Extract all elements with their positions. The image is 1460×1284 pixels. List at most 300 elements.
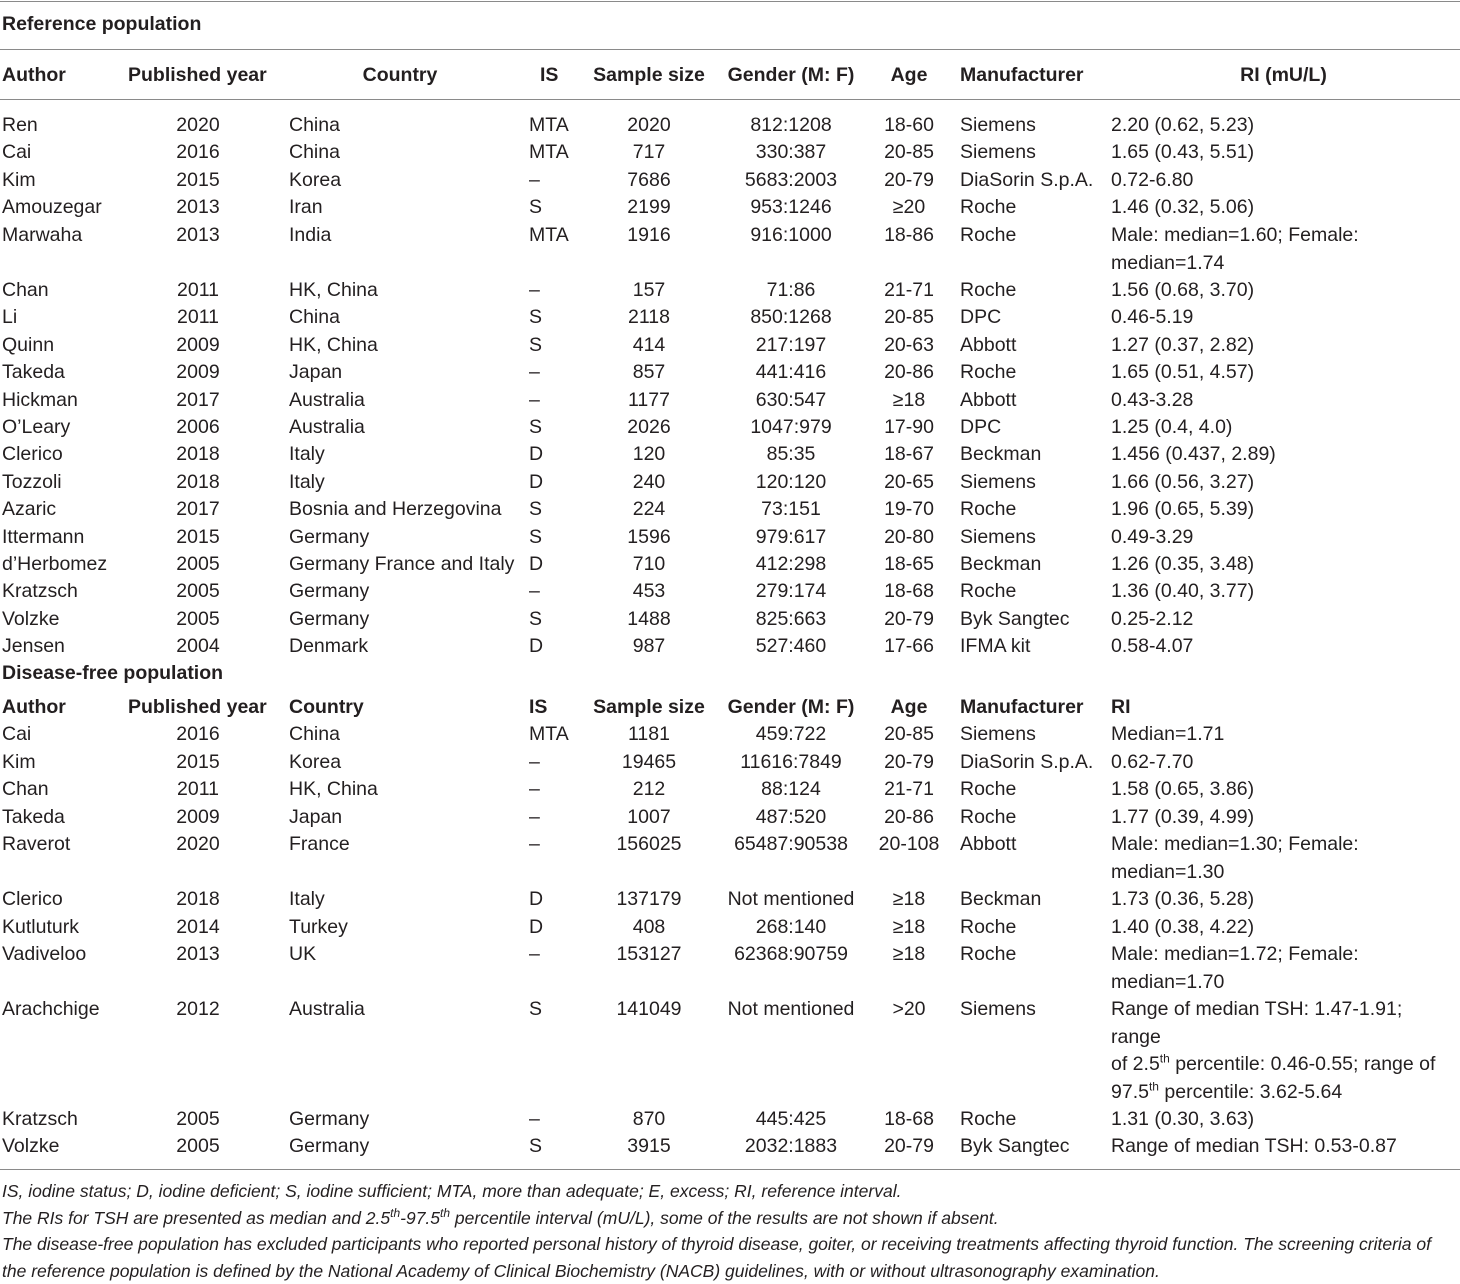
cell-country: Turkey xyxy=(289,916,348,938)
cell-author: Ren xyxy=(2,114,38,136)
cell-country: Italy xyxy=(289,888,325,910)
cell-gender: 279:174 xyxy=(755,580,827,602)
cell-year: 2018 xyxy=(176,443,220,465)
table-row xyxy=(0,606,1460,634)
cell-ri: Range of median TSH: 0.53-0.87 xyxy=(1111,1135,1397,1157)
cell-ri: 0.25-2.12 xyxy=(1111,608,1194,630)
cell-author: Li xyxy=(2,306,18,328)
cell-gender: Not mentioned xyxy=(727,998,855,1020)
cell-author: Kutluturk xyxy=(2,916,79,938)
cell-country: Denmark xyxy=(289,635,369,657)
cell-ri: 1.65 (0.43, 5.51) xyxy=(1111,141,1255,163)
cell-manufacturer: Siemens xyxy=(960,114,1036,136)
table-row xyxy=(0,359,1460,387)
cell-year: 2015 xyxy=(176,526,220,548)
table-row xyxy=(0,414,1460,442)
table-row xyxy=(0,441,1460,469)
cell-country: China xyxy=(289,723,340,745)
cell-manufacturer: Siemens xyxy=(960,471,1036,493)
cell-sample-size: 224 xyxy=(632,498,666,520)
cell-is: S xyxy=(529,416,543,438)
cell-is: D xyxy=(529,916,544,938)
cell-sample-size: 710 xyxy=(632,553,666,575)
cell-country: France xyxy=(289,833,350,855)
cell-gender: 65487:90538 xyxy=(734,833,848,855)
cell-year: 2012 xyxy=(176,998,220,1020)
cell-is: S xyxy=(529,526,543,548)
cell-age: 18-60 xyxy=(884,114,934,136)
cell-gender: 979:617 xyxy=(755,526,827,548)
cell-gender: 630:547 xyxy=(755,389,827,411)
cell-ri: 1.46 (0.32, 5.06) xyxy=(1111,196,1255,218)
cell-sample-size: 1181 xyxy=(628,723,670,745)
cell-country: Iran xyxy=(289,196,323,218)
cell-age: 18-68 xyxy=(884,580,934,602)
footnote-population-criteria: The disease-free population has excluded participants who reported personal history of thyroid disease, goiter, or receiving treatments affecting thyroid function. The screening criteria of the reference population is defined by the National Academy of Clinical Biochemistry (NACB) guidelines, with or without ultrasonography examination. xyxy=(2,1234,1431,1281)
table-row xyxy=(0,469,1460,497)
cell-gender: 2032:1883 xyxy=(744,1135,838,1157)
cell-is: S xyxy=(529,306,543,328)
cell-is: MTA xyxy=(529,723,569,745)
cell-is: – xyxy=(529,169,540,191)
cell-sample-size: 240 xyxy=(632,471,666,493)
cell-gender: 825:663 xyxy=(755,608,827,630)
header-age: Age xyxy=(890,64,928,86)
cell-year: 2015 xyxy=(176,169,220,191)
table-row xyxy=(0,222,1460,274)
table-row xyxy=(0,886,1460,914)
cell-country: HK, China xyxy=(289,279,378,301)
cell-author: Chan xyxy=(2,778,49,800)
table-row xyxy=(0,914,1460,942)
cell-year: 2009 xyxy=(176,361,220,383)
cell-manufacturer: IFMA kit xyxy=(960,635,1031,657)
cell-year: 2016 xyxy=(176,141,220,163)
cell-is: – xyxy=(529,778,540,800)
cell-ri: Male: median=1.72; Female: median=1.70 xyxy=(1111,943,1359,993)
cell-country: Italy xyxy=(289,443,325,465)
header-ri: RI xyxy=(1111,696,1131,718)
header-manufacturer: Manufacturer xyxy=(960,696,1084,718)
cell-gender: Not mentioned xyxy=(727,888,855,910)
rule-under-header xyxy=(0,99,1460,100)
cell-manufacturer: Byk Sangtec xyxy=(960,608,1070,630)
cell-author: Kim xyxy=(2,751,36,773)
cell-ri: 0.43-3.28 xyxy=(1111,389,1194,411)
cell-sample-size: 157 xyxy=(632,279,666,301)
header-gender: Gender (M: F) xyxy=(727,64,855,86)
cell-is: D xyxy=(529,443,544,465)
cell-sample-size: 1488 xyxy=(627,608,671,630)
cell-year: 2006 xyxy=(176,416,220,438)
cell-country: Australia xyxy=(289,998,365,1020)
cell-author: Chan xyxy=(2,279,49,301)
cell-gender: 11616:7849 xyxy=(740,751,842,773)
cell-country: Italy xyxy=(289,471,325,493)
cell-year: 2011 xyxy=(177,778,219,800)
cell-country: Japan xyxy=(289,361,343,383)
cell-gender: 268:140 xyxy=(755,916,827,938)
cell-manufacturer: Beckman xyxy=(960,888,1042,910)
cell-age: >20 xyxy=(892,998,926,1020)
cell-sample-size: 870 xyxy=(632,1108,666,1130)
cell-author: Kim xyxy=(2,169,36,191)
cell-manufacturer: Siemens xyxy=(960,723,1036,745)
cell-ri: 1.77 (0.39, 4.99) xyxy=(1111,806,1255,828)
table-row xyxy=(0,721,1460,749)
cell-country: India xyxy=(289,224,332,246)
cell-manufacturer: Beckman xyxy=(960,443,1042,465)
cell-year: 2005 xyxy=(176,608,220,630)
cell-author: Tozzoli xyxy=(2,471,62,493)
cell-ri: 1.65 (0.51, 4.57) xyxy=(1111,361,1255,383)
cell-age: 20-108 xyxy=(878,833,940,855)
cell-author: Marwaha xyxy=(2,224,83,246)
table-header-disease-free xyxy=(0,694,1460,722)
cell-author: Volzke xyxy=(2,1135,60,1157)
cell-sample-size: 1916 xyxy=(627,224,671,246)
footnote-abbreviations: IS, iodine status; D, iodine deficient; S, iodine sufficient; MTA, more than adequate; E, excess; RI, reference interval. xyxy=(2,1181,902,1201)
cell-country: Australia xyxy=(289,389,365,411)
cell-age: 20-85 xyxy=(884,723,934,745)
cell-manufacturer: Siemens xyxy=(960,141,1036,163)
cell-age: 20-86 xyxy=(884,806,934,828)
cell-manufacturer: Siemens xyxy=(960,526,1036,548)
cell-country: UK xyxy=(289,943,317,965)
cell-age: 20-79 xyxy=(884,169,934,191)
cell-country: Korea xyxy=(289,751,342,773)
cell-age: 18-67 xyxy=(884,443,934,465)
cell-ri: 1.25 (0.4, 4.0) xyxy=(1111,416,1233,438)
cell-author: Kratzsch xyxy=(2,1108,78,1130)
cell-manufacturer: Siemens xyxy=(960,998,1036,1020)
cell-manufacturer: Roche xyxy=(960,224,1017,246)
header-country: Country xyxy=(289,696,364,718)
cell-author: d’Herbomez xyxy=(2,553,108,575)
cell-age: 18-68 xyxy=(884,1108,934,1130)
table-row xyxy=(0,524,1460,552)
cell-age: 20-85 xyxy=(884,306,934,328)
cell-ri: 1.96 (0.65, 5.39) xyxy=(1111,498,1255,520)
cell-is: S xyxy=(529,998,543,1020)
cell-ri: 1.66 (0.56, 3.27) xyxy=(1111,471,1255,493)
cell-author: Arachchige xyxy=(2,998,100,1020)
cell-is: – xyxy=(529,943,540,965)
cell-year: 2013 xyxy=(176,943,220,965)
cell-age: 17-66 xyxy=(884,635,934,657)
cell-ri: 1.56 (0.68, 3.70) xyxy=(1111,279,1255,301)
cell-author: Clerico xyxy=(2,443,63,465)
header-author: Author xyxy=(2,64,66,86)
cell-sample-size: 2020 xyxy=(627,114,671,136)
cell-manufacturer: DiaSorin S.p.A. xyxy=(960,751,1094,773)
cell-sample-size: 7686 xyxy=(627,169,671,191)
cell-country: HK, China xyxy=(289,334,378,356)
cell-sample-size: 153127 xyxy=(616,943,682,965)
cell-ri: 1.456 (0.437, 2.89) xyxy=(1111,443,1276,465)
cell-year: 2009 xyxy=(176,806,220,828)
cell-age: 20-80 xyxy=(884,526,934,548)
cell-gender: 487:520 xyxy=(755,806,827,828)
cell-sample-size: 414 xyxy=(632,334,666,356)
cell-manufacturer: Roche xyxy=(960,806,1017,828)
cell-age: 20-79 xyxy=(884,1135,934,1157)
cell-manufacturer: Abbott xyxy=(960,833,1017,855)
table-row xyxy=(0,167,1460,195)
cell-country: Australia xyxy=(289,416,365,438)
header-sample-size: Sample size xyxy=(593,64,705,86)
table-row xyxy=(0,194,1460,222)
cell-ri: 1.27 (0.37, 2.82) xyxy=(1111,334,1255,356)
cell-manufacturer: Roche xyxy=(960,498,1017,520)
cell-country: Germany xyxy=(289,1108,370,1130)
cell-gender: 445:425 xyxy=(755,1108,827,1130)
cell-author: Azaric xyxy=(2,498,57,520)
cell-country: China xyxy=(289,141,340,163)
cell-ri: 1.26 (0.35, 3.48) xyxy=(1111,553,1255,575)
cell-country: China xyxy=(289,114,340,136)
cell-ri: 1.58 (0.65, 3.86) xyxy=(1111,778,1255,800)
cell-country: Germany xyxy=(289,1135,370,1157)
cell-year: 2005 xyxy=(176,580,220,602)
cell-ri: 0.49-3.29 xyxy=(1111,526,1194,548)
cell-sample-size: 2118 xyxy=(628,306,670,328)
header-year: Published year xyxy=(128,64,267,86)
cell-gender: 916:1000 xyxy=(750,224,832,246)
cell-author: Kratzsch xyxy=(2,580,78,602)
cell-age: 19-70 xyxy=(884,498,934,520)
header-ri: RI (mU/L) xyxy=(1240,64,1327,86)
cell-author: Hickman xyxy=(2,389,78,411)
cell-age: 17-90 xyxy=(884,416,934,438)
table-row xyxy=(0,1106,1460,1134)
cell-country: Germany xyxy=(289,580,370,602)
cell-sample-size: 408 xyxy=(632,916,666,938)
cell-sample-size: 717 xyxy=(632,141,666,163)
table-row xyxy=(0,551,1460,579)
cell-sample-size: 3915 xyxy=(627,1135,671,1157)
header-author: Author xyxy=(2,696,66,718)
header-sample-size: Sample size xyxy=(593,696,705,718)
cell-age: 20-63 xyxy=(884,334,934,356)
cell-is: D xyxy=(529,553,544,575)
cell-is: – xyxy=(529,279,540,301)
table-row xyxy=(0,304,1460,332)
cell-year: 2013 xyxy=(176,196,220,218)
cell-age: 18-65 xyxy=(884,553,934,575)
cell-age: 20-86 xyxy=(884,361,934,383)
cell-is: MTA xyxy=(529,114,569,136)
cell-ri: 1.73 (0.36, 5.28) xyxy=(1111,888,1255,910)
cell-sample-size: 857 xyxy=(632,361,666,383)
cell-sample-size: 120 xyxy=(632,443,666,465)
cell-ri: 1.31 (0.30, 3.63) xyxy=(1111,1108,1255,1130)
section-title-disease-free: Disease-free population xyxy=(2,662,224,684)
table-row xyxy=(0,139,1460,167)
cell-manufacturer: Roche xyxy=(960,1108,1017,1130)
cell-sample-size: 212 xyxy=(632,778,666,800)
cell-is: S xyxy=(529,498,543,520)
cell-manufacturer: Abbott xyxy=(960,334,1017,356)
cell-ri: Range of median TSH: 1.47-1.91; range of 2.5th percentile: 0.46-0.55; range of 97.5th percentile: 3.62-5.64 xyxy=(1111,998,1436,1103)
cell-country: Germany France and Italy xyxy=(289,553,515,575)
cell-is: D xyxy=(529,471,544,493)
cell-sample-size: 2199 xyxy=(627,196,671,218)
table-row xyxy=(0,332,1460,360)
rule-under-title xyxy=(0,49,1460,50)
cell-age: 20-65 xyxy=(884,471,934,493)
cell-gender: 459:722 xyxy=(755,723,827,745)
cell-year: 2020 xyxy=(176,114,220,136)
cell-sample-size: 1007 xyxy=(627,806,671,828)
cell-ri: 1.40 (0.38, 4.22) xyxy=(1111,916,1255,938)
cell-sample-size: 137179 xyxy=(616,888,682,910)
cell-country: Bosnia and Herzegovina xyxy=(289,498,502,520)
footnotes xyxy=(2,1178,1457,1284)
cell-country: Japan xyxy=(289,806,343,828)
cell-gender: 412:298 xyxy=(755,553,827,575)
footnote-ri-format: The RIs for TSH are presented as median and 2.5th-97.5th percentile interval (mU/L), some of the results are not shown if absent. xyxy=(2,1205,999,1228)
table-row xyxy=(0,749,1460,777)
table-row xyxy=(0,496,1460,524)
cell-author: Ittermann xyxy=(2,526,85,548)
cell-age: 18-86 xyxy=(884,224,934,246)
cell-is: S xyxy=(529,608,543,630)
cell-gender: 62368:90759 xyxy=(734,943,848,965)
cell-country: Germany xyxy=(289,608,370,630)
cell-manufacturer: Roche xyxy=(960,943,1017,965)
cell-is: – xyxy=(529,751,540,773)
cell-is: D xyxy=(529,635,544,657)
cell-gender: 527:460 xyxy=(755,635,827,657)
table-row xyxy=(0,277,1460,305)
cell-age: 21-71 xyxy=(884,778,934,800)
table-row xyxy=(0,804,1460,832)
cell-is: – xyxy=(529,806,540,828)
cell-manufacturer: Abbott xyxy=(960,389,1017,411)
cell-age: 20-79 xyxy=(884,608,934,630)
cell-gender: 330:387 xyxy=(755,141,827,163)
header-age: Age xyxy=(890,696,928,718)
cell-age: ≥18 xyxy=(892,943,926,965)
table-row xyxy=(0,941,1460,993)
cell-gender: 850:1268 xyxy=(750,306,832,328)
cell-year: 2018 xyxy=(176,471,220,493)
cell-age: 20-79 xyxy=(884,751,934,773)
table-row xyxy=(0,831,1460,883)
cell-is: MTA xyxy=(529,141,569,163)
header-country: Country xyxy=(362,64,438,86)
cell-ri: 1.36 (0.40, 3.77) xyxy=(1111,580,1255,602)
cell-manufacturer: Roche xyxy=(960,916,1017,938)
cell-manufacturer: Roche xyxy=(960,279,1017,301)
cell-manufacturer: DPC xyxy=(960,416,1002,438)
top-rule xyxy=(0,1,1460,2)
cell-is: – xyxy=(529,361,540,383)
cell-author: Volzke xyxy=(2,608,60,630)
cell-sample-size: 1177 xyxy=(628,389,670,411)
cell-gender: 85:35 xyxy=(766,443,816,465)
header-gender: Gender (M: F) xyxy=(727,696,855,718)
cell-author: Takeda xyxy=(2,806,65,828)
cell-sample-size: 453 xyxy=(632,580,666,602)
cell-ri: 2.20 (0.62, 5.23) xyxy=(1111,114,1255,136)
cell-manufacturer: Byk Sangtec xyxy=(960,1135,1070,1157)
cell-year: 2013 xyxy=(176,224,220,246)
cell-gender: 1047:979 xyxy=(750,416,832,438)
header-manufacturer: Manufacturer xyxy=(960,64,1084,86)
cell-year: 2005 xyxy=(176,1135,220,1157)
cell-sample-size: 1596 xyxy=(627,526,671,548)
cell-is: S xyxy=(529,196,543,218)
cell-manufacturer: DPC xyxy=(960,306,1002,328)
cell-year: 2005 xyxy=(176,1108,220,1130)
cell-year: 2011 xyxy=(177,279,219,301)
table-row xyxy=(0,387,1460,415)
cell-is: S xyxy=(529,334,543,356)
cell-ri: Median=1.71 xyxy=(1111,723,1225,745)
cell-year: 2014 xyxy=(176,916,220,938)
cell-year: 2011 xyxy=(177,306,219,328)
header-is: IS xyxy=(529,696,548,718)
cell-age: ≥18 xyxy=(892,888,926,910)
cell-gender: 120:120 xyxy=(755,471,827,493)
cell-manufacturer: Roche xyxy=(960,778,1017,800)
cell-gender: 73:151 xyxy=(761,498,821,520)
cell-country: HK, China xyxy=(289,778,378,800)
header-is: IS xyxy=(540,64,559,86)
cell-author: Cai xyxy=(2,141,32,163)
cell-manufacturer: Roche xyxy=(960,580,1017,602)
cell-manufacturer: Roche xyxy=(960,196,1017,218)
cell-manufacturer: DiaSorin S.p.A. xyxy=(960,169,1094,191)
cell-gender: 88:124 xyxy=(761,778,821,800)
cell-ri: Male: median=1.30; Female: median=1.30 xyxy=(1111,833,1359,883)
cell-gender: 812:1208 xyxy=(750,114,832,136)
cell-is: S xyxy=(529,1135,543,1157)
cell-is: MTA xyxy=(529,224,569,246)
section-title-reference: Reference population xyxy=(2,13,202,35)
cell-author: Clerico xyxy=(2,888,63,910)
table-row xyxy=(0,1133,1460,1161)
cell-author: Amouzegar xyxy=(2,196,102,218)
cell-gender: 5683:2003 xyxy=(744,169,838,191)
cell-author: Takeda xyxy=(2,361,65,383)
cell-age: 20-85 xyxy=(884,141,934,163)
cell-author: Jensen xyxy=(2,635,65,657)
cell-author: Quinn xyxy=(2,334,55,356)
cell-year: 2015 xyxy=(176,751,220,773)
cell-year: 2017 xyxy=(176,389,220,411)
cell-ri: Male: median=1.60; Female: median=1.74 xyxy=(1111,224,1359,274)
cell-age: 21-71 xyxy=(884,279,934,301)
cell-year: 2016 xyxy=(176,723,220,745)
cell-gender: 953:1246 xyxy=(750,196,832,218)
cell-author: Cai xyxy=(2,723,32,745)
cell-year: 2009 xyxy=(176,334,220,356)
cell-year: 2005 xyxy=(176,553,220,575)
cell-is: – xyxy=(529,833,540,855)
cell-year: 2018 xyxy=(176,888,220,910)
cell-year: 2020 xyxy=(176,833,220,855)
cell-sample-size: 987 xyxy=(632,635,666,657)
cell-ri: 0.62-7.70 xyxy=(1111,751,1194,773)
cell-country: Korea xyxy=(289,169,342,191)
cell-sample-size: 141049 xyxy=(616,998,682,1020)
cell-ri: 0.72-6.80 xyxy=(1111,169,1194,191)
cell-is: – xyxy=(529,389,540,411)
cell-sample-size: 19465 xyxy=(621,751,677,773)
